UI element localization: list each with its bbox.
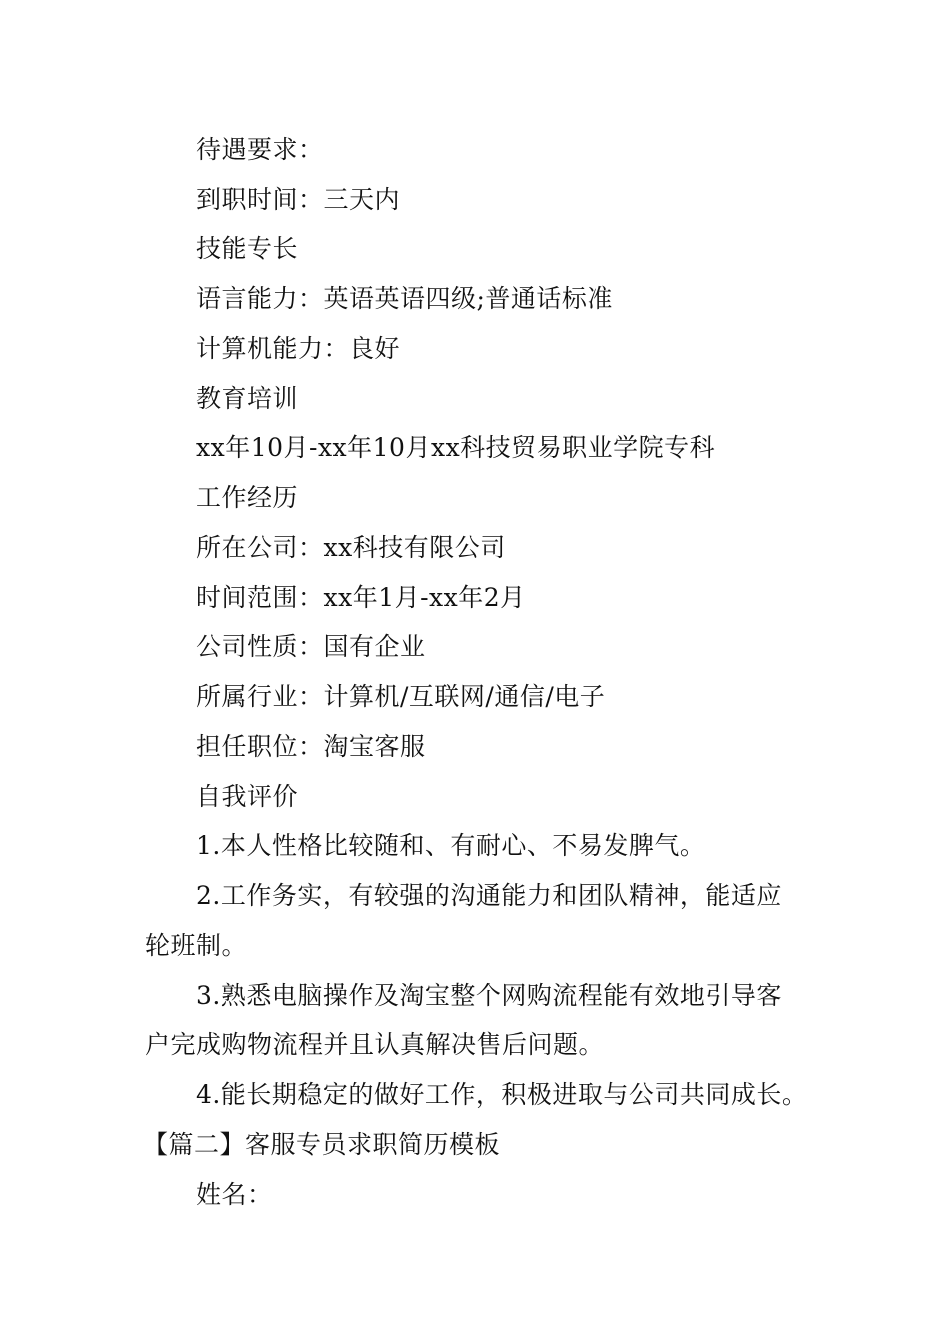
section-two-title: 【篇二】客服专员求职简历模板 (143, 1130, 501, 1159)
work-experience-heading: 工作经历 (196, 483, 299, 512)
skills-heading: 技能专长 (196, 234, 299, 263)
evaluation-item-2-continued: 轮班制。 (145, 931, 248, 960)
evaluation-item-3: 3.熟悉电脑操作及淘宝整个网购流程能有效地引导客 (196, 981, 782, 1010)
company-line: 所在公司：xx科技有限公司 (196, 533, 506, 562)
language-ability-line: 语言能力：英语英语四级;普通话标准 (196, 284, 613, 313)
evaluation-item-3-continued: 户完成购物流程并且认真解决售后问题。 (145, 1030, 605, 1059)
time-range-line: 时间范围：xx年1月-xx年2月 (196, 583, 526, 612)
evaluation-item-1: 1.本人性格比较随和、有耐心、不易发脾气。 (196, 831, 706, 860)
evaluation-item-4: 4.能长期稳定的做好工作，积极进取与公司共同成长。 (196, 1080, 808, 1109)
company-type-line: 公司性质：国有企业 (196, 632, 426, 661)
computer-ability-line: 计算机能力：良好 (196, 334, 401, 363)
start-date-line: 到职时间：三天内 (196, 185, 401, 214)
position-line: 担任职位：淘宝客服 (196, 732, 426, 761)
industry-line: 所属行业：计算机/互联网/通信/电子 (196, 682, 606, 711)
education-entry: xx年10月-xx年10月xx科技贸易职业学院专科 (196, 433, 716, 462)
name-field-line: 姓名： (196, 1180, 273, 1209)
salary-requirement-line: 待遇要求： (196, 135, 324, 164)
education-heading: 教育培训 (196, 384, 299, 413)
evaluation-item-2: 2.工作务实，有较强的沟通能力和团队精神，能适应 (196, 881, 782, 910)
self-evaluation-heading: 自我评价 (196, 782, 299, 811)
